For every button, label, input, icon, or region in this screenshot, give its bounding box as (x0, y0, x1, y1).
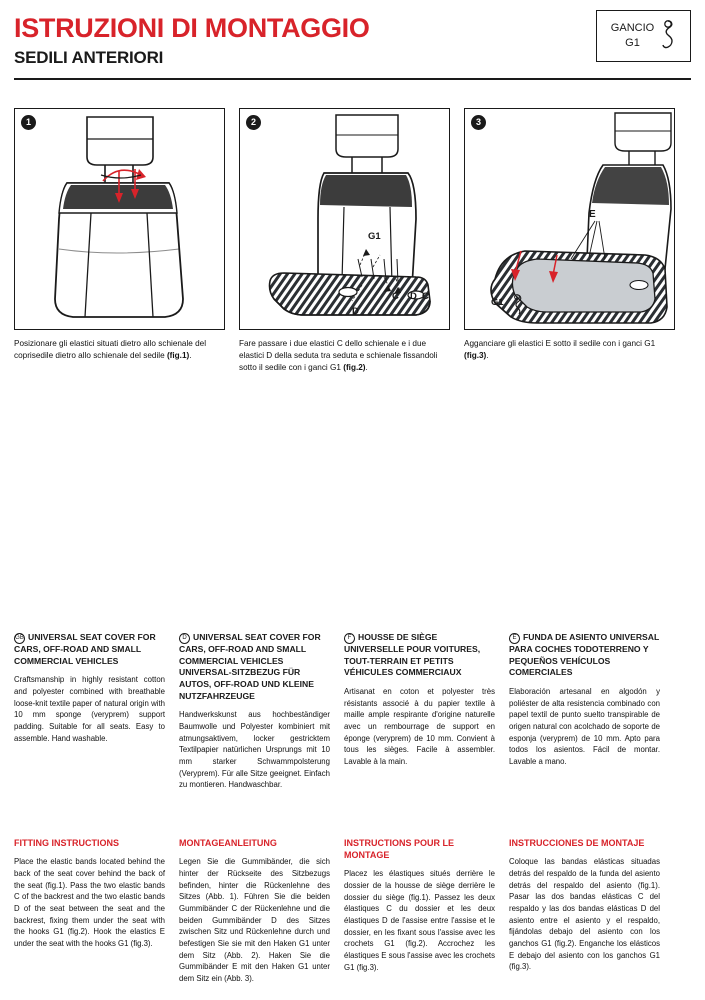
figure-2-number: 2 (246, 115, 261, 130)
figure-1-image (14, 108, 225, 330)
product-title-text-es: FUNDA DE ASIENTO UNIVERSAL PARA COCHES TODOTERRENO Y PEQUEÑOS VEHÍCULOS COMERCIALES (509, 632, 660, 678)
product-description-fr (344, 632, 495, 791)
page-header (14, 0, 691, 80)
hook-badge-text (611, 21, 660, 51)
product-body-en: Craftsmanship in highly resistant cotton and polyester combined with breathable loose-knit textile paper of natural origin with 10 mm sponge (veryprem) support padding. Suitable for all seats. Easy to assemble. Hand washable. (14, 675, 165, 743)
figure-2-label-c2: C (422, 291, 429, 303)
figure-1-column (14, 108, 225, 382)
fitting-body-en: Place the elastic bands located behind the back of the seat cover behind the back of the seat (fig.1). Pass the two elastic bands C of the backrest and the two elastic bands D of the seat between the seat and the backrest, fixing them under the seat with the hooks G1 (fig.2). Hook the elastics E under the seat with the hooks G1 (fig.3). (14, 857, 165, 948)
hook-badge-line2: G1 (625, 37, 640, 49)
product-description-en (14, 632, 165, 791)
product-description-row (14, 632, 691, 791)
flag-icon-gb: GB (14, 633, 25, 644)
figure-3-label-e: E (589, 209, 596, 221)
figure-2-image (239, 108, 450, 330)
flag-icon-de: D (179, 633, 190, 644)
product-description-de (179, 632, 330, 791)
fitting-instructions-de (179, 837, 330, 985)
product-body-es: Elaboración artesanal en algodón y poliéster de alta resistencia combinado con papel textil de punto suelto transpirable de origen natural con acolchado de soporte de esponja (veryprem) de 10 mm. Apto para todos los asientos. Fácil de montar. Lavable a mano. (509, 686, 660, 767)
product-title-fr (344, 632, 495, 679)
figure-3-number: 3 (471, 115, 486, 130)
fitting-title-fr: INSTRUCTIONS POUR LE MONTAGE (344, 837, 455, 861)
flag-icon-es: E (509, 633, 520, 644)
figures-row (14, 108, 691, 382)
fitting-instructions-row (14, 837, 691, 985)
figure-3-caption-end: . (486, 351, 489, 361)
product-body-de: Handwerkskunst aus hochbeständiger Baumwolle und Polyester kombiniert mit atmungsaktivem, locker gestricktem Textilpapier natürlichen Ursprungs mit 10 mm starker Schwammpolsterung (Veryprem). Für alle Sitze geeignet. Einfach zu montieren. Handwaschbar. (179, 710, 330, 790)
fitting-title-es: INSTRUCCIONES DE MONTAJE (509, 837, 645, 848)
figure-3-column (464, 108, 675, 382)
figure-1-caption-end: . (189, 351, 192, 361)
figure-3-caption-ref: (fig.3) (464, 351, 487, 361)
figure-3-caption-text: Agganciare gli elastici E sotto il sedile con i ganci G1 (464, 339, 656, 349)
figure-2-column (239, 108, 450, 382)
fitting-title-en: FITTING INSTRUCTIONS (14, 837, 119, 848)
page-subtitle: SEDILI ANTERIORI (14, 48, 164, 68)
product-title-de (179, 632, 330, 702)
figure-3-label-g1: G1 (491, 297, 504, 309)
figure-1-number: 1 (21, 115, 36, 130)
product-title-text-en: UNIVERSAL SEAT COVER FOR CARS, OFF-ROAD AND SMALL COMMERCIAL VEHICLES (14, 632, 156, 666)
figure-2-caption-text: Fare passare i due elastici C dello schienale e i due elastici D della seduta tra seduta e schienale fissandoli sotto il sedile con i ganci G1 (239, 339, 438, 373)
fitting-instructions-en (14, 837, 165, 985)
figure-2-label-c1: C (392, 291, 399, 303)
hook-badge-line1: GANCIO (610, 22, 655, 35)
figure-1-caption (14, 338, 225, 362)
flag-icon-fr: F (344, 633, 355, 644)
product-title-text-de: UNIVERSAL SEAT COVER FOR CARS, OFF-ROAD AND SMALL COMMERCIAL VEHICLES UNIVERSAL-SITZBEZUG FÜR AUTOS, OFF-ROAD UND KLEINE NUTZFAHRZEUGE (179, 632, 321, 701)
figure-2-label-d1: D (410, 291, 417, 303)
figure-2-caption (239, 338, 450, 374)
figure-3-caption (464, 338, 675, 362)
seat-diagram-3 (465, 109, 674, 329)
product-title-es (509, 632, 660, 679)
figure-1-caption-text: Posizionare gli elastici situati dietro allo schienale del coprisedile dietro allo schienale del sedile (14, 339, 207, 361)
seat-diagram-1 (15, 109, 224, 329)
page-title: ISTRUZIONI DI MONTAGGIO (14, 13, 370, 43)
figure-2-label-d2: D (352, 306, 359, 318)
product-description-es (509, 632, 660, 791)
figure-2-caption-ref: (fig.2) (343, 363, 366, 373)
fitting-body-es: Coloque las bandas elásticas situadas detrás del respaldo de la funda del asiento detrás del respaldo del asiento (fig.1). Pasar las dos bandas elásticas C del respaldo y las dos bandas elásticas D del asiento entre el asiento y el respaldo, fijándolas debajo del asiento con los ganchos G1 (fig.2). Enganche los elásticos E debajo del asiento con los ganchos G1 (fig.3). (509, 857, 660, 972)
figure-1-caption-ref: (fig.1) (166, 351, 190, 361)
figure-2-label-g1: G1 (368, 231, 381, 243)
seat-diagram-2 (240, 109, 449, 329)
figure-2-caption-end: . (365, 363, 368, 373)
fitting-title-de: MONTAGEANLEITUNG (179, 837, 277, 848)
hook-icon (660, 19, 676, 53)
fitting-instructions-es (509, 837, 660, 985)
figure-3-image (464, 108, 675, 330)
hook-badge (596, 10, 691, 62)
product-body-fr: Artisanat en coton et polyester très résistants associé à du papier textile à maille ample respirante d'origine naturelle avec un rembourrage de support en éponge (veryprem) de 10 mm. Convient à tous les sièges. Facile à assembler. Lavable à la main. (344, 686, 495, 767)
fitting-instructions-fr (344, 837, 495, 985)
header-divider (14, 78, 691, 80)
product-title-text-fr: HOUSSE DE SIÈGE UNIVERSELLE POUR VOITURES, TOUT-TERRAIN ET PETITS VÉHICULES COMMERCIAUX (344, 632, 481, 678)
product-title-en (14, 632, 165, 667)
fitting-body-fr: Placez les élastiques situés derrière le dossier de la housse de siège derrière le dossier du siège (fig.1). Passez les deux élastiques C du dossier et les deux élastiques D de l'assise entre l'assise et le dossier, en les fixant sous l'assise avec les crochets G1 (fig.2). Accrochez les élastiques E sous l'assise avec les crochets G1 (fig.3). (344, 869, 495, 972)
fitting-body-de: Legen Sie die Gummibänder, die sich hinter der Rückseite des Sitzbezugs befinden, hinter die Rückenlehne des Sitzes (Abb. 1). Führen Sie die beiden Gummibänder C der Rückenlehne und die beiden Gummibänder D des Sitzes zwischen Sitz und Rückenlehne durch und befestigen Sie sie mit den Haken G1 unter dem Sitz (Abb. 2). Haken Sie die Gummibänder E mit den Haken G1 unter dem Sitz ein (Abb. 3). (179, 857, 330, 983)
